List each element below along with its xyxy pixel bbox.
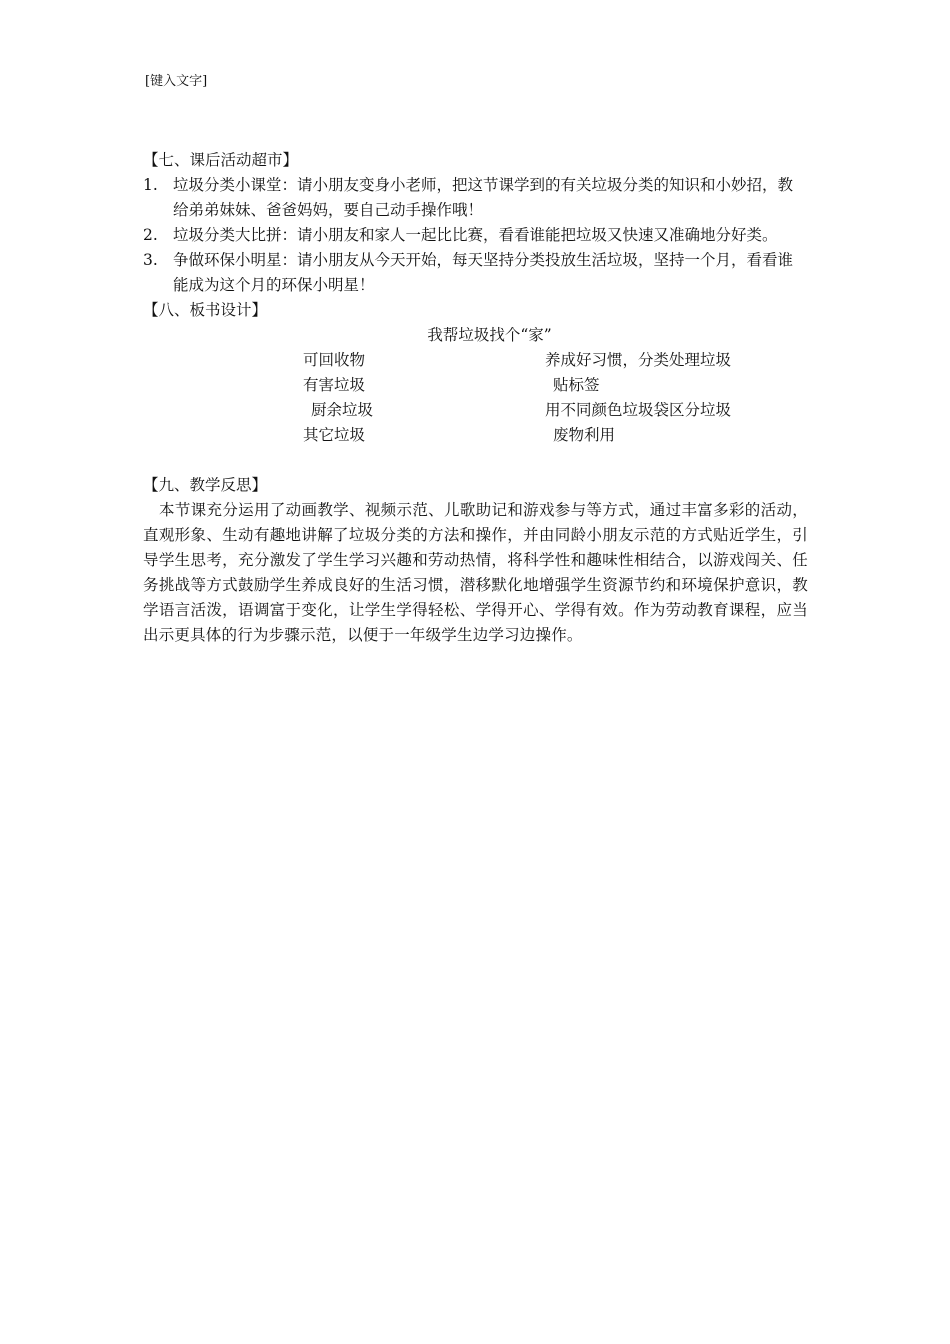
list-item <box>143 248 808 298</box>
board-method: 贴标签 <box>553 376 600 394</box>
board-category: 厨余垃圾 <box>311 401 374 419</box>
list-item-text: 垃圾分类小课堂：请小朋友变身小老师，把这节课学到的有关垃圾分类的知识和小妙招，教给弟弟妹妹、爸爸妈妈，要自己动手操作哦！ <box>173 176 794 219</box>
board-category: 其它垃圾 <box>303 426 366 444</box>
board-title: 我帮垃圾找个“家” <box>427 326 552 344</box>
document-body <box>143 148 808 648</box>
board-method: 养成好习惯，分类处理垃圾 <box>545 351 732 369</box>
spacer <box>143 448 808 473</box>
list-item-text: 争做环保小明星：请小朋友从今天开始，每天坚持分类投放生活垃圾，坚持一个月，看看谁能成为这个月的环保小明星！ <box>173 251 794 294</box>
board-row <box>143 348 808 373</box>
activity-list <box>143 173 808 298</box>
board-method: 用不同颜色垃圾袋区分垃圾 <box>545 401 732 419</box>
section-9-heading: 【九、教学反思】 <box>143 476 268 494</box>
board-category: 可回收物 <box>303 351 366 369</box>
list-item-number: 2. <box>143 226 158 244</box>
reflection-paragraph: 本节课充分运用了动画教学、视频示范、儿歌助记和游戏参与等方式，通过丰富多彩的活动，直观形象、生动有趣地讲解了垃圾分类的方法和操作，并由同龄小朋友示范的方式贴近学生，引导学生思考，充分激发了学生学习兴趣和劳动热情，将科学性和趣味性相结合，以游戏闯关、任务挑战等方式鼓励学生养成良好的生活习惯，潜移默化地增强学生资源节约和环境保护意识，教学语言活泼，语调富于变化，让学生学得轻松、学得开心、学得有效。作为劳动教育课程，应当出示更具体的行为步骤示范，以便于一年级学生边学习边操作。 <box>143 501 808 644</box>
board-row <box>143 373 808 398</box>
blackboard-design <box>143 323 808 448</box>
list-item <box>143 223 808 248</box>
list-item-text: 垃圾分类大比拼：请小朋友和家人一起比比赛，看看谁能把垃圾又快速又准确地分好类。 <box>173 226 778 244</box>
board-method: 废物利用 <box>553 426 616 444</box>
section-7-heading: 【七、课后活动超市】 <box>143 151 299 169</box>
board-row <box>143 398 808 423</box>
board-category: 有害垃圾 <box>303 376 366 394</box>
list-item-number: 1. <box>143 176 158 194</box>
board-row <box>143 423 808 448</box>
list-item-number: 3. <box>143 251 158 269</box>
section-8-heading: 【八、板书设计】 <box>143 301 268 319</box>
page-header: [键入文字] <box>145 74 208 89</box>
list-item <box>143 173 808 223</box>
